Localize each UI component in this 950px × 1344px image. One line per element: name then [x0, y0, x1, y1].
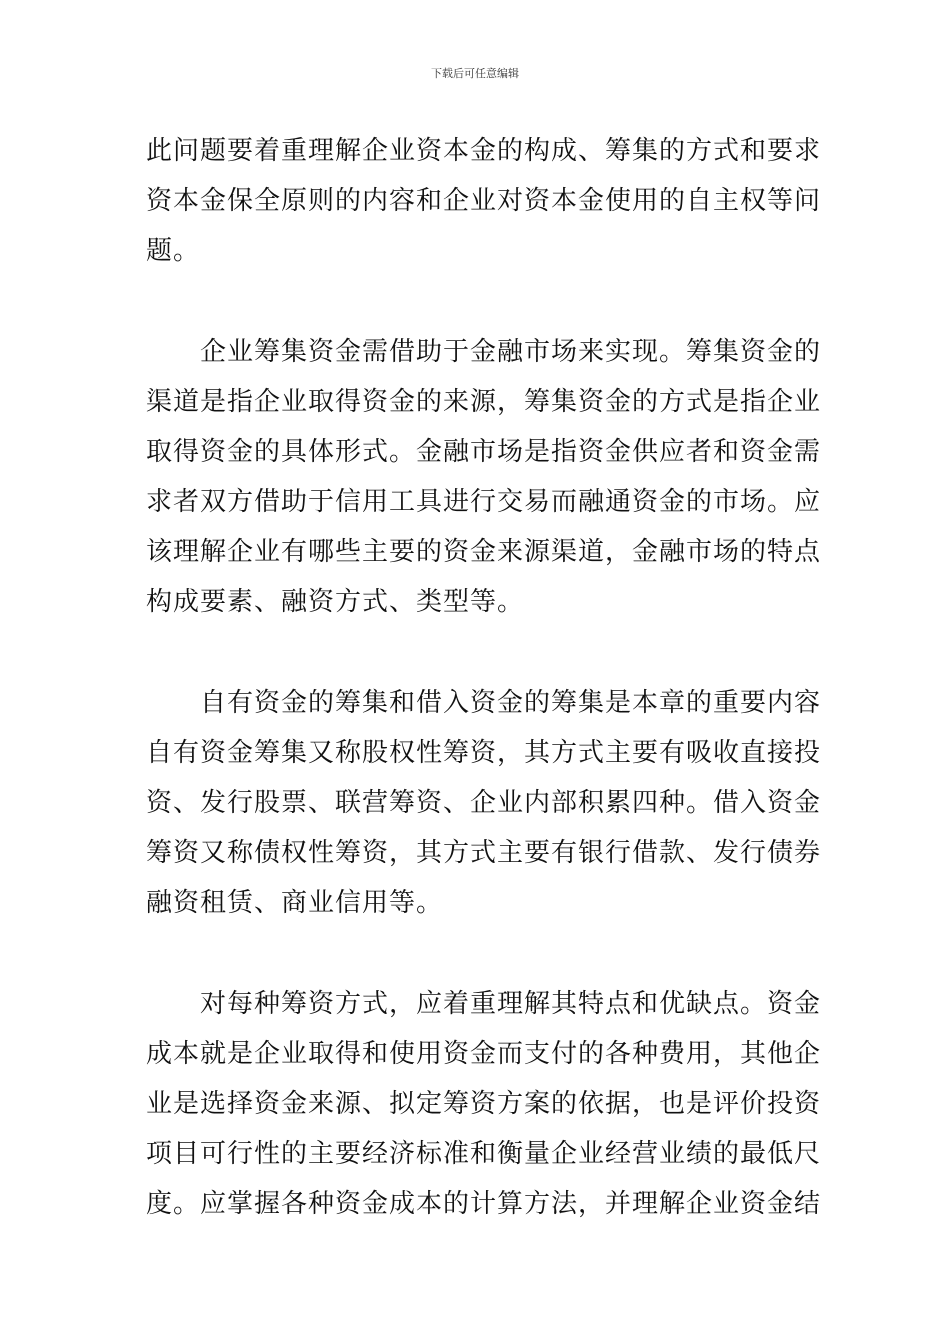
text-line: 企业筹集资金需借助于金融市场来实现。筹集资金的 — [200, 337, 822, 367]
text-line: 题。 — [146, 236, 201, 266]
text-line: 业是选择资金来源、拟定筹资方案的依据，也是评价投资 — [146, 1089, 822, 1119]
paragraph-4 — [146, 979, 822, 1229]
text-line: 自有资金的筹集和借入资金的筹集是本章的重要内容 — [200, 688, 822, 718]
paragraph-gap — [146, 928, 810, 979]
text-line: 融资租赁、商业信用等。 — [146, 888, 444, 918]
paragraph-3 — [146, 678, 822, 928]
text-line: 资、发行股票、联营筹资、企业内部积累四种。借入资金 — [146, 788, 822, 818]
paragraph-2 — [146, 327, 822, 627]
text-line: 度。应掌握各种资金成本的计算方法，并理解企业资金结 — [146, 1189, 822, 1219]
text-line: 成本就是企业取得和使用资金而支付的各种费用，其他企 — [146, 1039, 822, 1069]
page-header: 下载后可任意编辑 — [431, 67, 519, 80]
text-line: 对每种筹资方式，应着重理解其特点和优缺点。资金 — [200, 989, 822, 1019]
text-line: 渠道是指企业取得资金的来源，筹集资金的方式是指企业 — [146, 387, 822, 417]
text-line: 此问题要着重理解企业资本金的构成、筹集的方式和要求 — [146, 136, 822, 166]
text-line: 构成要素、融资方式、类型等。 — [146, 587, 525, 617]
text-line: 资本金保全原则的内容和企业对资本金使用的自主权等问 — [146, 186, 822, 216]
paragraph-1 — [146, 126, 822, 276]
text-line: 自有资金筹集又称股权性筹资，其方式主要有吸收直接投 — [146, 738, 822, 768]
paragraph-gap — [146, 276, 810, 327]
text-line: 求者双方借助于信用工具进行交易而融通资金的市场。应 — [146, 487, 822, 517]
text-line: 该理解企业有哪些主要的资金来源渠道，金融市场的特点 — [146, 537, 822, 567]
document-body — [146, 126, 822, 1229]
text-line: 项目可行性的主要经济标准和衡量企业经营业绩的最低尺 — [146, 1139, 822, 1169]
text-line: 筹资又称债权性筹资，其方式主要有银行借款、发行债券 — [146, 838, 822, 868]
text-line: 取得资金的具体形式。金融市场是指资金供应者和资金需 — [146, 437, 822, 467]
paragraph-gap — [146, 627, 810, 678]
